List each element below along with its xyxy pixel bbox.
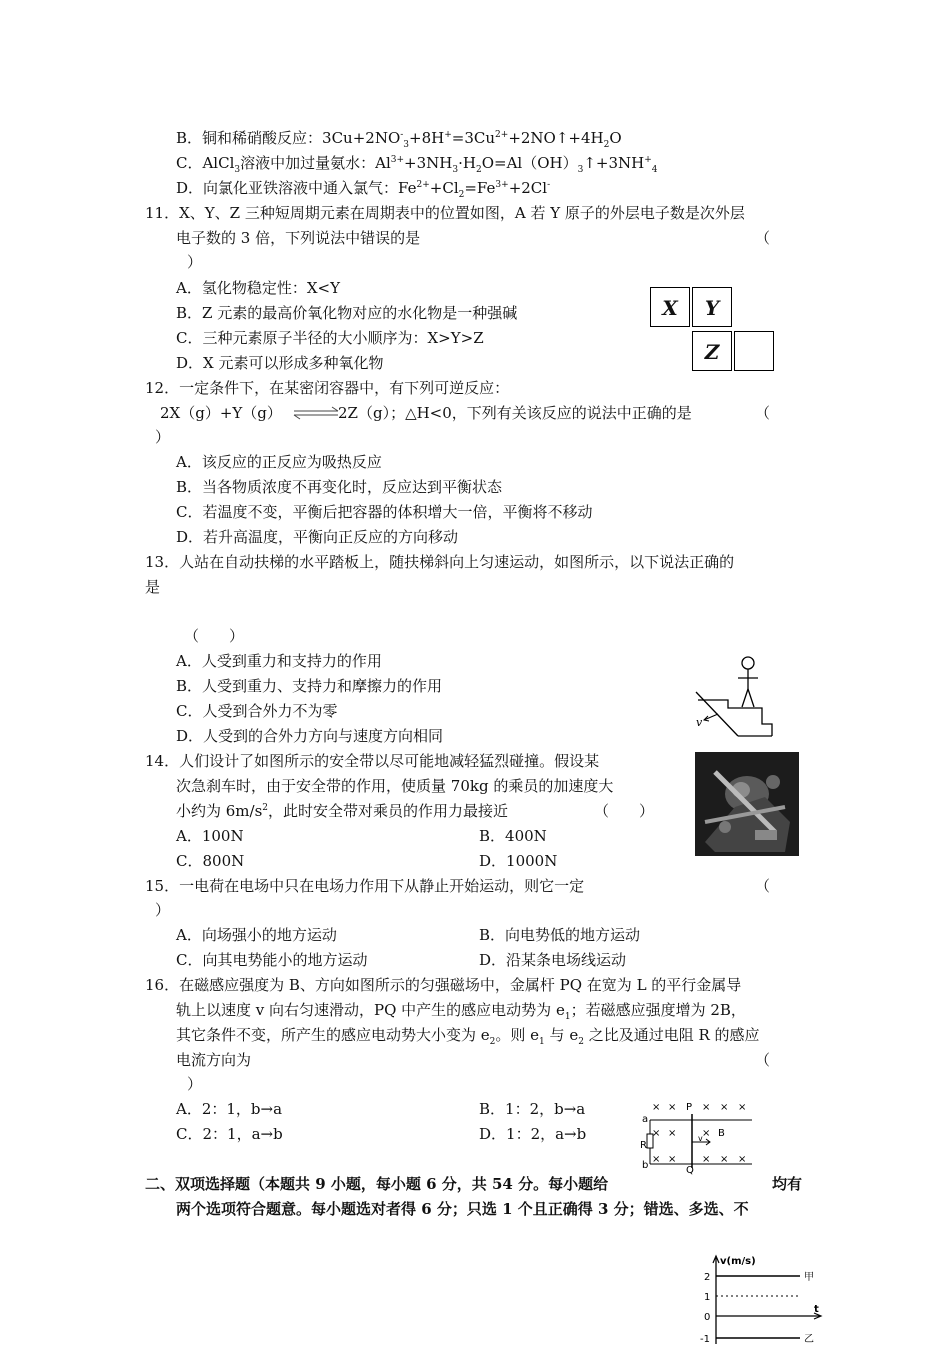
q13-option-d: D．人受到的合外力方向与速度方向相同 (176, 727, 444, 745)
section2-heading-line1: 二、双项选择题（本题共 9 小题，每小题 6 分，共 54 分。每小题给 (145, 1175, 609, 1193)
svg-text:×: × (652, 1102, 661, 1113)
q11-answer-paren-open: （ (755, 229, 771, 247)
svg-text:×: × (738, 1102, 747, 1113)
q13-answer-paren: （ ） (184, 627, 245, 645)
q14-option-c: C．800N (176, 852, 245, 870)
q14-option-b: B．400N (479, 827, 547, 845)
cell-x: X (650, 287, 690, 327)
q15-answer-paren-open: （ (755, 877, 771, 895)
label-v: v (698, 1134, 703, 1143)
q13-option-a: A．人受到重力和支持力的作用 (176, 652, 382, 670)
q11-answer-paren-close: ） (187, 253, 203, 271)
q12-equation-left: 2X（g）+Y（g） (160, 404, 282, 422)
q15-option-d: D．沿某条电场线运动 (479, 951, 627, 969)
graph-y-label: v(m/s) (720, 1256, 756, 1267)
tick-1: 1 (704, 1292, 711, 1303)
q15-stem: 15．一电荷在电场中只在电场力作用下从静止开始运动，则它一定 (145, 877, 585, 895)
svg-text:×: × (702, 1154, 711, 1165)
svg-text:×: × (738, 1154, 747, 1165)
svg-text:×: × (668, 1154, 677, 1165)
q12-option-c: C．若温度不变，平衡后把容器的体积增大一倍，平衡将不移动 (176, 503, 593, 521)
q12-option-b: B．当各物质浓度不再变化时，反应达到平衡状态 (176, 478, 503, 496)
svg-text:×: × (652, 1128, 661, 1139)
label-a: a (642, 1114, 649, 1125)
q14-stem-line2: 次急刹车时，由于安全带的作用，使质量 70kg 的乘员的加速度大 (176, 777, 614, 795)
tick-0: 0 (704, 1312, 711, 1323)
svg-text:×: × (702, 1102, 711, 1113)
svg-text:×: × (652, 1154, 661, 1165)
q14-stem-line3: 小约为 $6m/s^2$，此时安全带对乘员的作用力最接近 (176, 802, 509, 820)
q16-option-b: B．1：2，b→a (479, 1100, 586, 1118)
q11-stem-line2: 电子数的 3 倍，下列说法中错误的是 (176, 229, 421, 247)
q11-option-b: B．Z 元素的最高价氧化物对应的水化物是一种强碱 (176, 304, 518, 322)
q12-answer-paren-close: ） (155, 428, 171, 446)
q14-option-a: A．100N (176, 827, 244, 845)
q12-equation-right: 2Z（g）；△H<0，下列有关该反应的说法中正确的是 (338, 404, 692, 422)
svg-text:×: × (720, 1154, 729, 1165)
q11-option-c: C．三种元素原子半径的大小顺序为：X>Y>Z (176, 329, 484, 347)
q15-option-c: C．向其电势能小的地方运动 (176, 951, 368, 969)
q16-stem-line4: 电流方向为 (176, 1051, 252, 1069)
q12-stem-line1: 12．一定条件下，在某密闭容器中，有下列可逆反应： (145, 379, 510, 397)
cell-y: Y (692, 287, 732, 327)
q13-stem-line1: 13．人站在自动扶梯的水平踏板上，随扶梯斜向上匀速运动，如图所示，以下说法正确的 (145, 553, 735, 571)
label-q: Q (686, 1165, 694, 1176)
q16-stem-line3: 其它条件不变，所产生的感应电动势大小变为 $e_2$。则 $e_1$ 与 $e_2$ 之比及通过电阻 R 的感应 (176, 1026, 760, 1047)
escalator-figure (692, 652, 778, 740)
q16-answer-paren-open: （ (755, 1051, 771, 1069)
q13-option-b: B．人受到重力、支持力和摩擦力的作用 (176, 677, 443, 695)
q16-option-d: D．1：2，a→b (479, 1125, 587, 1143)
label-p: P (686, 1102, 693, 1113)
q16-stem-line2: 轨上以速度 v 向右匀速滑动，PQ 中产生的感应电动势为 $e_1$；若磁感应强度增为 2B， (176, 1001, 746, 1022)
svg-text:×: × (720, 1102, 729, 1113)
periodic-table-figure (650, 287, 780, 375)
q16-option-a: A．2：1，b→a (176, 1100, 283, 1118)
q16-stem-line1: 16．在磁感应强度为 B、方向如图所示的匀强磁场中，金属杆 PQ 在宽为 L 的平行金属导 (145, 976, 742, 994)
q12-answer-paren-open: （ (755, 404, 771, 422)
section2-heading-line2: 两个选项符合题意。每小题选对者得 6 分；只选 1 个且正确得 3 分；错选、多选、不 (176, 1200, 749, 1218)
series-a-label: 甲 (804, 1272, 814, 1283)
q15-option-a: A．向场强小的地方运动 (176, 926, 337, 944)
velocity-time-graph (696, 1252, 826, 1344)
q13-option-c: C．人受到合外力不为零 (176, 702, 338, 720)
q10-option-c: C．AlCl$_3$溶液中加过量氨水：$Al^{3+}+3NH_3\cdot H_2O=Al(OH)_3↑+3NH^+_4$ (176, 154, 658, 175)
magnetic-field-figure (640, 1096, 758, 1176)
svg-text:×: × (668, 1102, 677, 1113)
q11-option-a: A．氢化物稳定性：X<Y (176, 279, 340, 297)
q12-option-a: A．该反应的正反应为吸热反应 (176, 453, 382, 471)
velocity-label: v (696, 716, 703, 729)
q14-option-d: D．1000N (479, 852, 558, 870)
tick-minus1: -1 (700, 1334, 710, 1344)
svg-text:×: × (702, 1128, 711, 1139)
q14-answer-paren: （ ） (594, 802, 655, 820)
q13-stem-line2: 是 (145, 578, 161, 596)
q15-option-b: B．向电势低的地方运动 (479, 926, 641, 944)
q10-option-d: D．向氯化亚铁溶液中通入氯气：$Fe^{2+}+Cl_2=Fe^{3+}+2Cl^-$ (176, 179, 551, 200)
q16-option-c: C．2：1，a→b (176, 1125, 283, 1143)
seatbelt-photo (695, 752, 799, 856)
label-b-field: B (718, 1128, 725, 1139)
tick-2: 2 (704, 1272, 711, 1283)
q14-stem-line1: 14．人们设计了如图所示的安全带以尽可能地减轻猛烈碰撞。假设某 (145, 752, 600, 770)
cell-z: Z (692, 331, 732, 371)
q15-answer-paren-close: ） (155, 901, 171, 919)
svg-text:×: × (668, 1128, 677, 1139)
label-b: b (642, 1160, 649, 1171)
graph-x-label: t (814, 1304, 819, 1315)
q16-answer-paren-close: ） (187, 1075, 203, 1093)
reversible-arrow-icon (292, 405, 340, 421)
q11-stem-line1: 11．X、Y、Z 三种短周期元素在周期表中的位置如图，A 若 Y 原子的外层电子数是次外层 (145, 204, 745, 222)
section2-heading-line1-tail: 均有 (772, 1175, 803, 1193)
cell-empty (734, 331, 774, 371)
q12-option-d: D．若升高温度，平衡向正反应的方向移动 (176, 528, 459, 546)
series-b-label: 乙 (804, 1334, 814, 1344)
label-r: R (640, 1140, 647, 1151)
q11-option-d: D．X 元素可以形成多种氧化物 (176, 354, 384, 372)
q10-option-b: B．铜和稀硝酸反应：$3Cu+2NO^-_3+8H^+=3Cu^{2+}+2NO↑+4H_2O$ (176, 129, 622, 150)
